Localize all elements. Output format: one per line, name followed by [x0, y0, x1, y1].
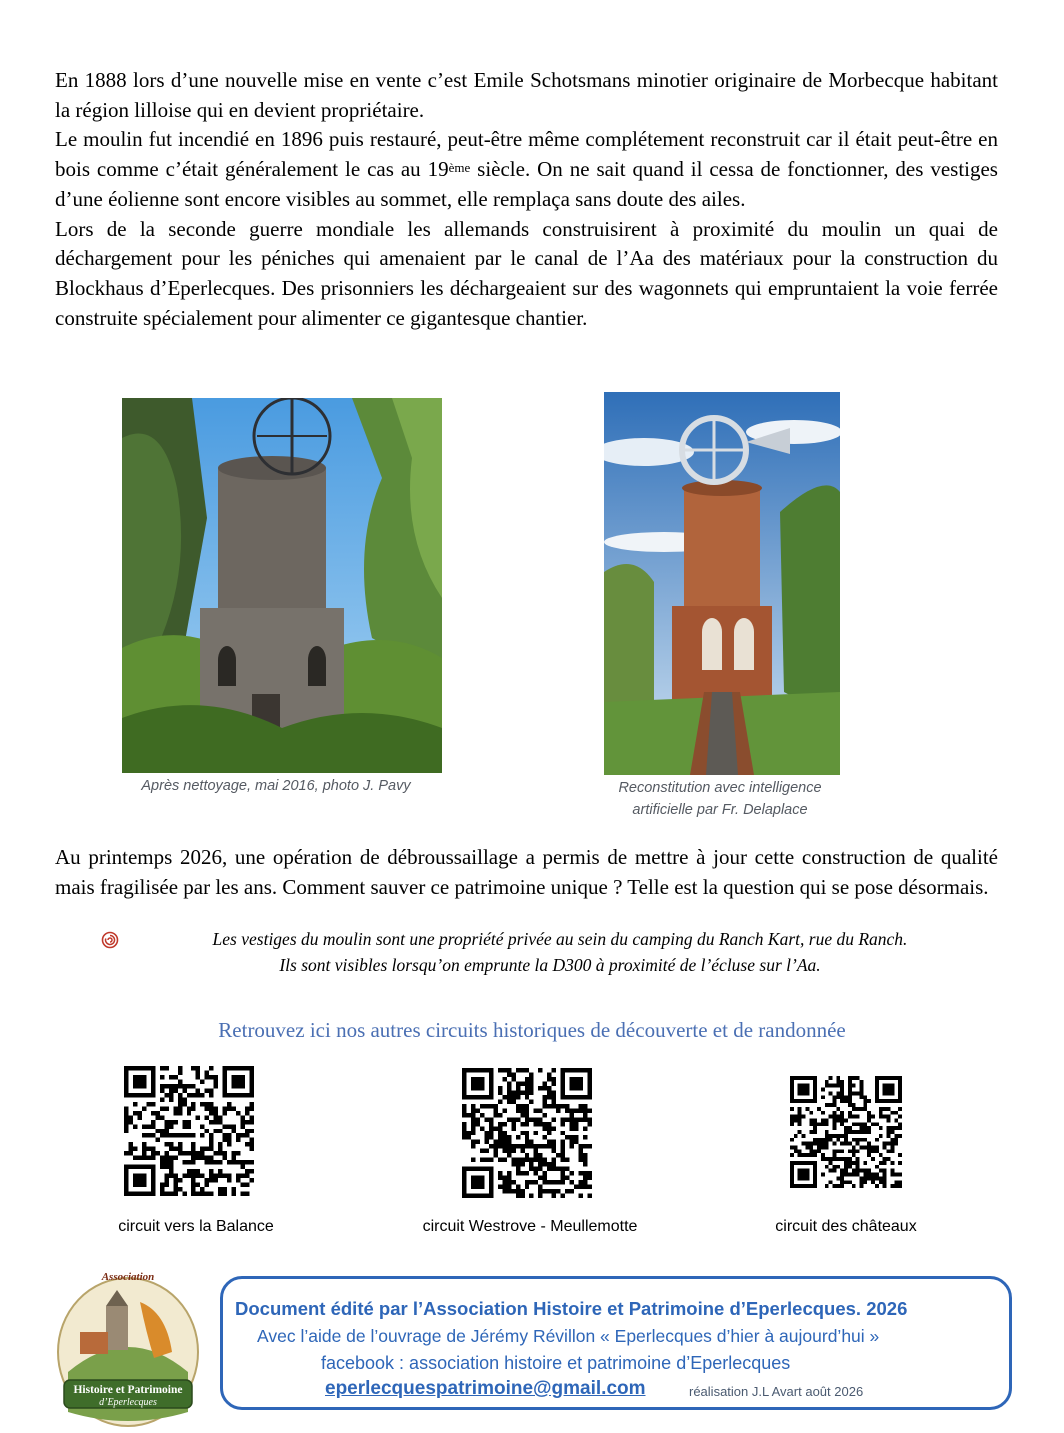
footer-box [220, 1276, 1012, 1410]
circuits-heading: Retrouvez ici nos autres circuits historiques de découverte et de randonnée [218, 1018, 846, 1042]
qr-pattern [124, 1066, 254, 1196]
qr-code-chateaux[interactable] [790, 1070, 902, 1194]
photo-mill-reconstruction [604, 392, 840, 775]
access-note: Les vestiges du moulin sont une propriété privée au sein du camping du Ranch Kart, rue du Ranch. Ils sont visibles lorsqu’on emprunte la D300 à proximité de l’écluse sur l’Aa. [55, 926, 1045, 978]
footer-credit: réalisation J.L Avart août 2026 [689, 1384, 864, 1399]
circuit-label-chateaux: circuit des châteaux [775, 1218, 917, 1235]
footer-email-link[interactable]: eperlecquespatrimoine@gmail.com [325, 1378, 646, 1399]
qr-pattern [790, 1070, 902, 1194]
paragraph-1888: En 1888 lors d’une nouvelle mise en vente c’est Emile Schotsmans minotier originaire de Morbecque habitant la région lilloise qui en devient propriétaire. [55, 68, 998, 122]
qr-code-westrove[interactable] [462, 1068, 592, 1198]
history-text [55, 66, 998, 333]
svg-text:Association: Association [101, 1271, 155, 1283]
photo-mill-ruin [122, 398, 442, 773]
qr-pattern [462, 1068, 592, 1198]
left-photo-caption: Après nettoyage, mai 2016, photo J. Pavy [141, 778, 411, 794]
footer-source: Avec l’aide de l’ouvrage de Jérémy Révillon « Eperlecques d’hier à aujourd’hui » [257, 1326, 880, 1346]
circuit-label-balance: circuit vers la Balance [118, 1218, 274, 1235]
paragraph-2026: Au printemps 2026, une opération de débroussaillage a permis de mettre à jour cette construction de qualité mais fragilisée par les ans. Comment sauver ce patrimoine unique ? Telle est la question qui se pose désormais. [55, 845, 998, 899]
circuit-label-westrove: circuit Westrove - Meullemotte [422, 1218, 638, 1235]
right-photo-caption: Reconstitution avec intelligence artificielle par Fr. Delaplace [618, 780, 822, 818]
svg-text:d’Eperlecques: d’Eperlecques [99, 1397, 157, 1408]
paragraph-wwii: Lors de la seconde guerre mondiale les allemands construisirent à proximité du moulin un quai de déchargement pour les péniches qui amenaient par le canal de l’Aa des matériaux pour la construction du Blockhaus d’Eperlecques. Des prisonniers les déchargeaient sur des wagonnets qui empruntaient la voie ferrée construite spécialement pour alimenter ce gigantesque chantier. [55, 216, 998, 330]
footer-facebook: facebook : association histoire et patrimoine d’Eperlecques [321, 1353, 791, 1373]
association-logo [54, 1262, 202, 1428]
footer-publisher: Document édité par l’Association Histoire et Patrimoine d’Eperlecques. 2026 [235, 1298, 908, 1319]
spiral-icon [101, 930, 119, 956]
qr-code-balance[interactable] [124, 1066, 254, 1196]
svg-text:Histoire et Patrimoine: Histoire et Patrimoine [73, 1384, 183, 1396]
paragraph-1896: Le moulin fut incendié en 1896 puis restauré, peut-être même complétement reconstruit car il était peut-être en bois comme c’était généralement le cas au 19ème siècle. On ne sait quand il cessa de fonctionner, des vestiges d’une éolienne sont encore visibles au sommet, elle remplaça sans doute des ailes. [55, 127, 998, 211]
